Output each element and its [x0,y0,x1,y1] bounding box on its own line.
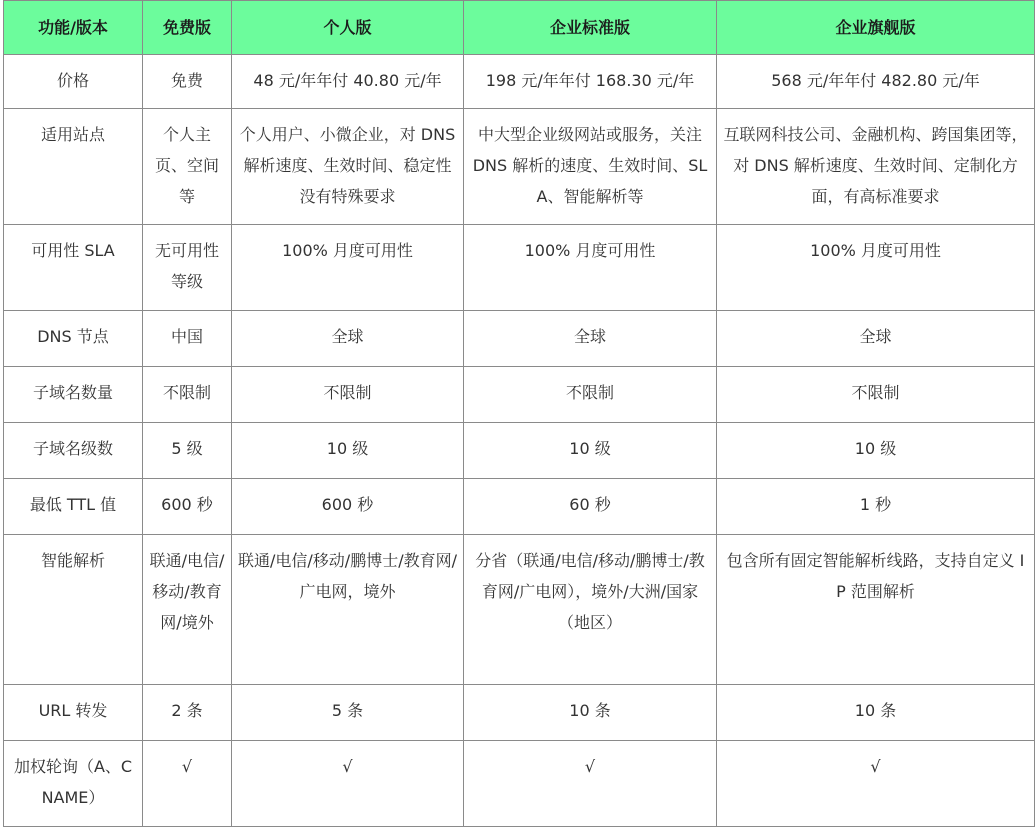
free-cell: 600 秒 [143,479,232,535]
table-row-sla [4,225,1035,311]
row-feature-cell: 价格 [4,55,143,109]
free-cell: 中国 [143,311,232,367]
table-row-dns-nodes [4,311,1035,367]
row-feature-cell: 最低 TTL 值 [4,479,143,535]
enterprise-flagship-cell: 100% 月度可用性 [717,225,1035,311]
personal-cell: 不限制 [232,367,464,423]
row-feature-cell: 子域名级数 [4,423,143,479]
free-cell: 个人主页、空间等 [143,109,232,225]
personal-cell: 10 级 [232,423,464,479]
personal-cell: 48 元/年年付 40.80 元/年 [232,55,464,109]
personal-check-cell: √ [232,741,464,827]
enterprise-standard-cell: 60 秒 [464,479,717,535]
personal-cell: 100% 月度可用性 [232,225,464,311]
enterprise-flagship-cell: 568 元/年年付 482.80 元/年 [717,55,1035,109]
enterprise-standard-cell: 分省（联通/电信/移动/鹏博士/教育网/广电网），境外/大洲/国家（地区） [464,535,717,685]
row-feature-cell: URL 转发 [4,685,143,741]
table-header-row [4,1,1035,55]
enterprise-flagship-cell: 包含所有固定智能解析线路，支持自定义 IP 范围解析 [717,535,1035,685]
row-feature-cell: DNS 节点 [4,311,143,367]
header-free: 免费版 [143,1,232,55]
enterprise-flagship-cell: 互联网科技公司、金融机构、跨国集团等，对 DNS 解析速度、生效时间、定制化方面，有高标准要求 [717,109,1035,225]
header-enterprise-standard: 企业标准版 [464,1,717,55]
free-check-cell: √ [143,741,232,827]
enterprise-standard-check-cell: √ [464,741,717,827]
table-row-url-forwarding [4,685,1035,741]
table-row-min-ttl [4,479,1035,535]
free-cell: 不限制 [143,367,232,423]
table-row-applicable-sites [4,109,1035,225]
free-cell: 2 条 [143,685,232,741]
enterprise-standard-cell: 100% 月度可用性 [464,225,717,311]
enterprise-flagship-cell: 全球 [717,311,1035,367]
free-cell: 联通/电信/移动/教育网/境外 [143,535,232,685]
plan-comparison-table [3,0,1035,827]
enterprise-standard-cell: 10 条 [464,685,717,741]
free-cell: 5 级 [143,423,232,479]
row-feature-cell: 子域名数量 [4,367,143,423]
enterprise-flagship-cell: 不限制 [717,367,1035,423]
table-row-subdomain-count [4,367,1035,423]
row-feature-cell: 适用站点 [4,109,143,225]
personal-cell: 联通/电信/移动/鹏博士/教育网/广电网，境外 [232,535,464,685]
enterprise-standard-cell: 中大型企业级网站或服务，关注 DNS 解析的速度、生效时间、SLA、智能解析等 [464,109,717,225]
row-feature-cell: 可用性 SLA [4,225,143,311]
table-row-smart-resolution [4,535,1035,685]
row-feature-cell: 加权轮询（A、CNAME） [4,741,143,827]
enterprise-flagship-cell: 1 秒 [717,479,1035,535]
row-feature-cell: 智能解析 [4,535,143,685]
personal-cell: 全球 [232,311,464,367]
enterprise-flagship-check-cell: √ [717,741,1035,827]
enterprise-standard-cell: 不限制 [464,367,717,423]
enterprise-standard-cell: 10 级 [464,423,717,479]
enterprise-flagship-cell: 10 级 [717,423,1035,479]
table-row-price [4,55,1035,109]
free-cell: 免费 [143,55,232,109]
enterprise-standard-cell: 198 元/年年付 168.30 元/年 [464,55,717,109]
enterprise-standard-cell: 全球 [464,311,717,367]
personal-cell: 个人用户、小微企业，对 DNS 解析速度、生效时间、稳定性没有特殊要求 [232,109,464,225]
free-cell: 无可用性等级 [143,225,232,311]
personal-cell: 5 条 [232,685,464,741]
table-row-subdomain-levels [4,423,1035,479]
header-feature: 功能/版本 [4,1,143,55]
table-row-weighted-round-robin [4,741,1035,827]
header-personal: 个人版 [232,1,464,55]
header-enterprise-flagship: 企业旗舰版 [717,1,1035,55]
personal-cell: 600 秒 [232,479,464,535]
enterprise-flagship-cell: 10 条 [717,685,1035,741]
